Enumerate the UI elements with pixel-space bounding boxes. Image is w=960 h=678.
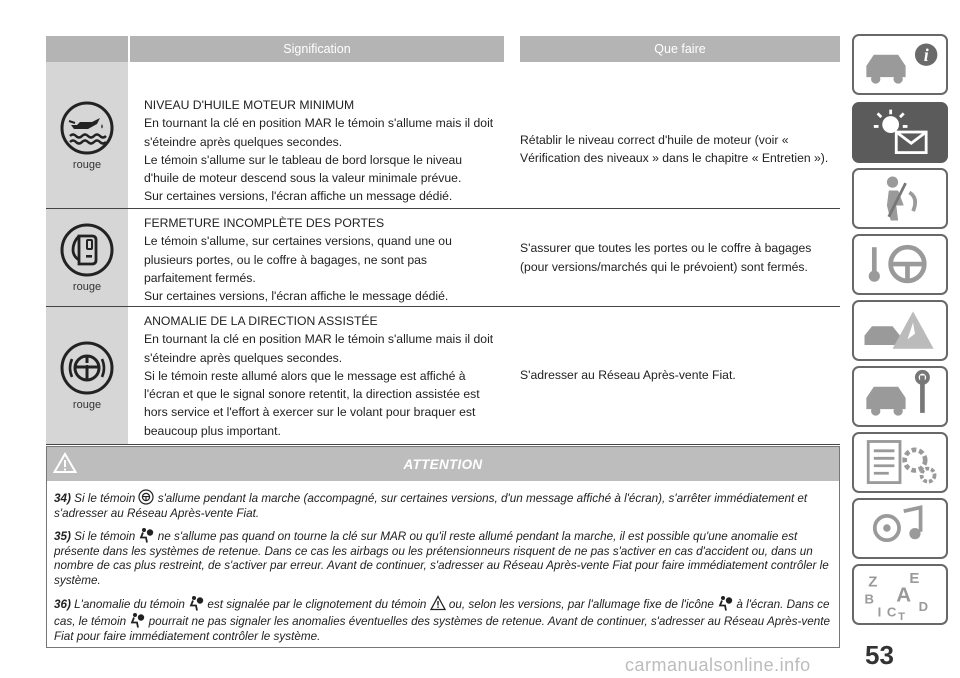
signification-cell: NIVEAU D'HUILE MOTEUR MINIMUM En tournant la clé en position MAR le témoin s'allume mais il doit s'éteindre après quelques secondes. Le témoin s'allume sur le tableau de bord lorsque le niveau d'huile de moteur descend sous la valeur minimale prévue. Sur certaines versions, l'écran affiche un message dédié. [144, 98, 494, 204]
note-34: 34) Si le témoin s'allume pendant la marche (accompagné, sur certaines versions, d'un message affiché à l'écran), s'arrêter immédiatement et s'adresser au Réseau Après-vente Fiat. [54, 489, 831, 521]
alphabetical-index-icon [854, 566, 946, 623]
svg-text:i: i [923, 45, 929, 66]
lamp-color: rouge [72, 158, 102, 171]
table-row [46, 209, 840, 307]
power-steering-icon [59, 340, 115, 396]
airbag-icon [717, 595, 733, 611]
sidebar-tab-multimedia[interactable] [852, 498, 948, 559]
signification-cell: ANOMALIE DE LA DIRECTION ASSISTÉE En tournant la clé en position MAR le témoin s'allume mais il doit s'éteindre après quelques secondes. Si le témoin reste allumé alors que le message est affiché à l'écran et que le signal sonore retentit, la direction assistée est hors service et l'effort à exercer sur le volant pour braquer est beaucoup plus important. [144, 314, 494, 438]
lamp-cell [46, 62, 128, 208]
maintenance-icon [854, 368, 946, 425]
sidebar-tab-emergency[interactable] [852, 300, 948, 361]
sidebar-tab-technical-data[interactable] [852, 432, 948, 493]
signification-cell: FERMETURE INCOMPLÈTE DES PORTES Le témoin s'allume, sur certaines versions, quand une ou plusieurs portes, ou le coffre à bagages, ne sont pas parfaitement fermés. Sur certaines versions, l'écran affiche le message dédié. [144, 216, 452, 304]
airbag-icon [129, 612, 145, 628]
index-letter: T [898, 611, 905, 623]
sidebar-tab-safety[interactable] [852, 168, 948, 229]
watermark: carmanualsonline.info [625, 655, 811, 675]
action-cell: Rétablir le niveau correct d'huile de moteur (voir « Vérification des niveaux » dans le chapitre « Entretien »). [520, 132, 829, 165]
index-letter: E [909, 569, 920, 587]
action-cell: S'assurer que toutes les portes ou le coffre à bagages (pour versions/marchés qui le prévoient) sont fermés. [520, 241, 812, 274]
multimedia-icon [854, 500, 946, 557]
car-info-icon [854, 36, 946, 93]
attention-title: ATTENTION [403, 456, 483, 472]
index-letter: B [864, 591, 874, 607]
sidebar-tab-warning-lights[interactable] [852, 102, 948, 163]
index-letter: A [896, 583, 912, 607]
lamp-cell [46, 209, 128, 306]
airbag-icon [188, 595, 204, 611]
sidebar-tab-maintenance[interactable] [852, 366, 948, 427]
index-letter: I [877, 604, 882, 620]
technical-data-icon [854, 434, 946, 491]
header-que-faire: Que faire [520, 36, 840, 62]
table-row [46, 62, 840, 209]
sidebar-tab-car-info[interactable] [852, 34, 948, 95]
seat-belt-icon [854, 170, 946, 227]
emergency-icon [854, 302, 946, 359]
attention-box [46, 446, 840, 648]
power-steering-icon [138, 489, 154, 505]
oil-level-icon [59, 100, 115, 156]
attention-body [47, 481, 839, 644]
lamp-color: rouge [72, 281, 102, 293]
index-letter: D [918, 598, 929, 614]
lamp-color: rouge [72, 399, 102, 411]
table-row [46, 307, 840, 445]
page-number: 53 [865, 640, 894, 670]
steering-wheel-icon [854, 236, 946, 293]
table-header [46, 36, 840, 62]
sidebar-tab-alphabetical-index[interactable] [852, 564, 948, 625]
door-open-icon [59, 222, 115, 278]
attention-header [47, 447, 839, 481]
warning-triangle-icon [430, 595, 446, 611]
header-icon-column [46, 36, 128, 62]
lamp-cell [46, 307, 128, 444]
sidebar-tab-starting-driving[interactable] [852, 234, 948, 295]
header-signification: Signification [130, 36, 504, 62]
index-letter: Z [868, 573, 878, 591]
note-35: 35) Si le témoin ne s'allume pas quand on tourne la clé sur MAR ou qu'il reste allumé pendant la marche, il est possible qu'une anomalie est présente dans les systèmes de retenue. Dans ce cas les airbags ou les prétensionneurs risquent de ne pas s'activer en cas d'accident ou, dans un nombre de cas plus restreint, de s'activer par erreur. Avant de continuer, s'adresser au Réseau Après-vente Fiat pour faire immédiatement contrôler le système. [54, 527, 831, 588]
action-cell: S'adresser au Réseau Après-vente Fiat. [520, 368, 736, 383]
warning-lights-table [46, 36, 840, 445]
index-letter: C [886, 604, 897, 620]
airbag-icon [138, 527, 154, 543]
note-36: 36) L'anomalie du témoin est signalée par le clignotement du témoin ou, selon les versions, par l'allumage fixe de l'icône à l'écran. Dans ce cas, le témoin pourrait ne pas signaler les anomalies éventuelles des systèmes de retenue. Avant de continuer, s'adresser au Réseau Après-vente Fiat pour faire immédiatement contrôler le système. [54, 595, 831, 645]
warning-triangle-icon [53, 452, 77, 474]
warning-lights-icon [854, 104, 946, 161]
